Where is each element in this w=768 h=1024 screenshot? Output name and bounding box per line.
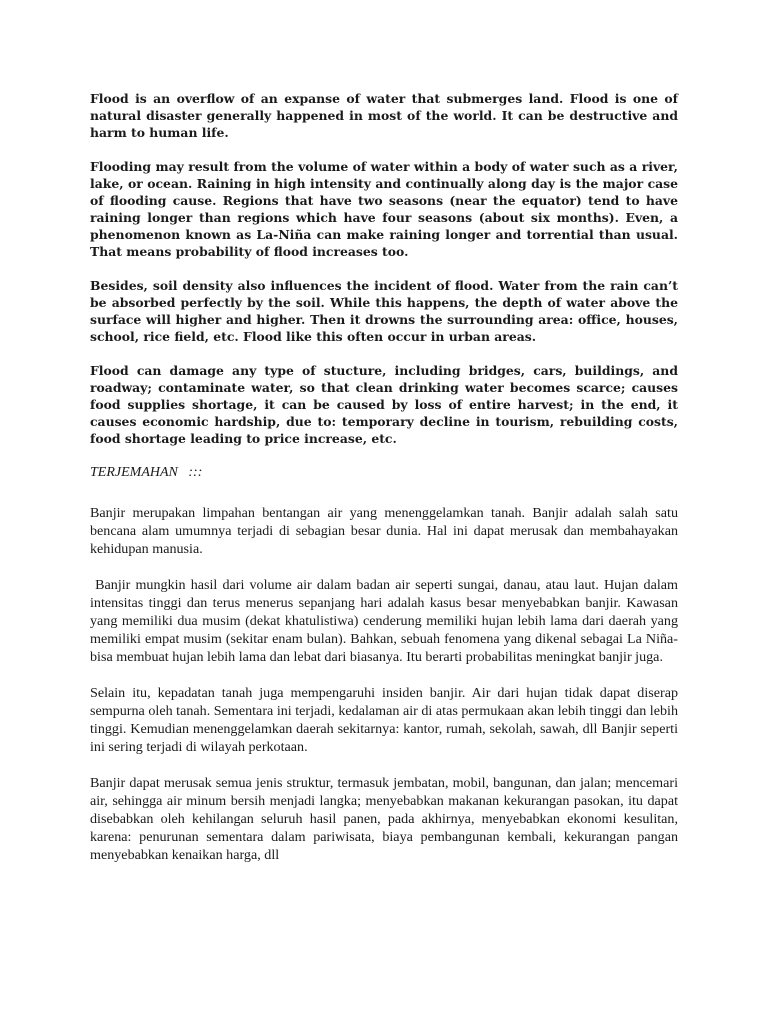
document-page (90, 90, 682, 882)
indonesian-paragraph-2: Banjir mungkin hasil dari volume air dalam badan air seperti sungai, danau, atau laut. Hujan dalam intensitas tinggi dan terus menerus sepanjang hari adalah kasus besar menyebabkan banjir. Kawasan yang memiliki dua musim (dekat khatulistiwa) cenderung memiliki hujan lebih lama dari daerah yang memiliki empat musim (sekitar enam bulan). Bahkan, sebuah fenomena yang dikenal sebagai La Niña-bisa membuat hujan lebih lama dan lebat dari biasanya. Itu berarti probabilitas meningkat banjir juga. (90, 577, 682, 665)
translation-heading: TERJEMAHAN ::: (90, 465, 203, 480)
english-paragraph-3: Besides, soil density also influences the incident of flood. Water from the rain can’t be absorbed perfectly by the soil. While this happens, the depth of water above the surface will higher and higher. Then it drowns the surrounding area: office, houses, school, rice field, etc. Flood like this often occur in urban areas. (90, 278, 678, 344)
english-paragraph-4: Flood can damage any type of stucture, including bridges, cars, buildings, and roadway; contaminate water, so that clean drinking water becomes scarce; causes food supplies shortage, it can be caused by loss of entire harvest; in the end, it causes economic hardship, due to: temporary decline in tourism, rebuilding costs, food shortage leading to price increase, etc. (90, 363, 678, 446)
english-paragraph-2: Flooding may result from the volume of water within a body of water such as a river, lake, or ocean. Raining in high intensity and continually along day is the major case of flooding cause. Regions that have two seasons (near the equator) tend to have raining longer than regions which have four seasons (about six months). Even, a phenomenon known as La-Niña can make raining longer and torrential than usual. That means probability of flood increases too. (90, 159, 678, 259)
english-paragraph-1: Flood is an overflow of an expanse of water that submerges land. Flood is one of natural disaster generally happened in most of the world. It can be destructive and harm to human life. (90, 91, 678, 140)
indonesian-paragraph-1: Banjir merupakan limpahan bentangan air yang menenggelamkan tanah. Banjir adalah salah satu bencana alam umumnya terjadi di sebagian besar dunia. Hal ini dapat merusak dan membahayakan kehidupan manusia. (90, 505, 678, 557)
indonesian-paragraph-4: Banjir dapat merusak semua jenis struktur, termasuk jembatan, mobil, bangunan, dan jalan; mencemari air, sehingga air minum bersih menjadi langka; menyebabkan makanan kekurangan pasokan, itu dapat disebabkan oleh kehilangan seluruh hasil panen, pada akhirnya, menyebabkan ekonomi kesulitan, karena: penurunan sementara dalam pariwisata, biaya pembangunan kembali, kekurangan pangan menyebabkan kenaikan harga, dll (90, 775, 678, 863)
indonesian-paragraph-3: Selain itu, kepadatan tanah juga mempengaruhi insiden banjir. Air dari hujan tidak dapat diserap sempurna oleh tanah. Sementara ini terjadi, kedalaman air di atas permukaan akan lebih tinggi dan lebih tinggi. Kemudian menenggelamkan daerah sekitarnya: kantor, rumah, sekolah, sawah, dll Banjir seperti ini sering terjadi di wilayah perkotaan. (90, 685, 678, 755)
